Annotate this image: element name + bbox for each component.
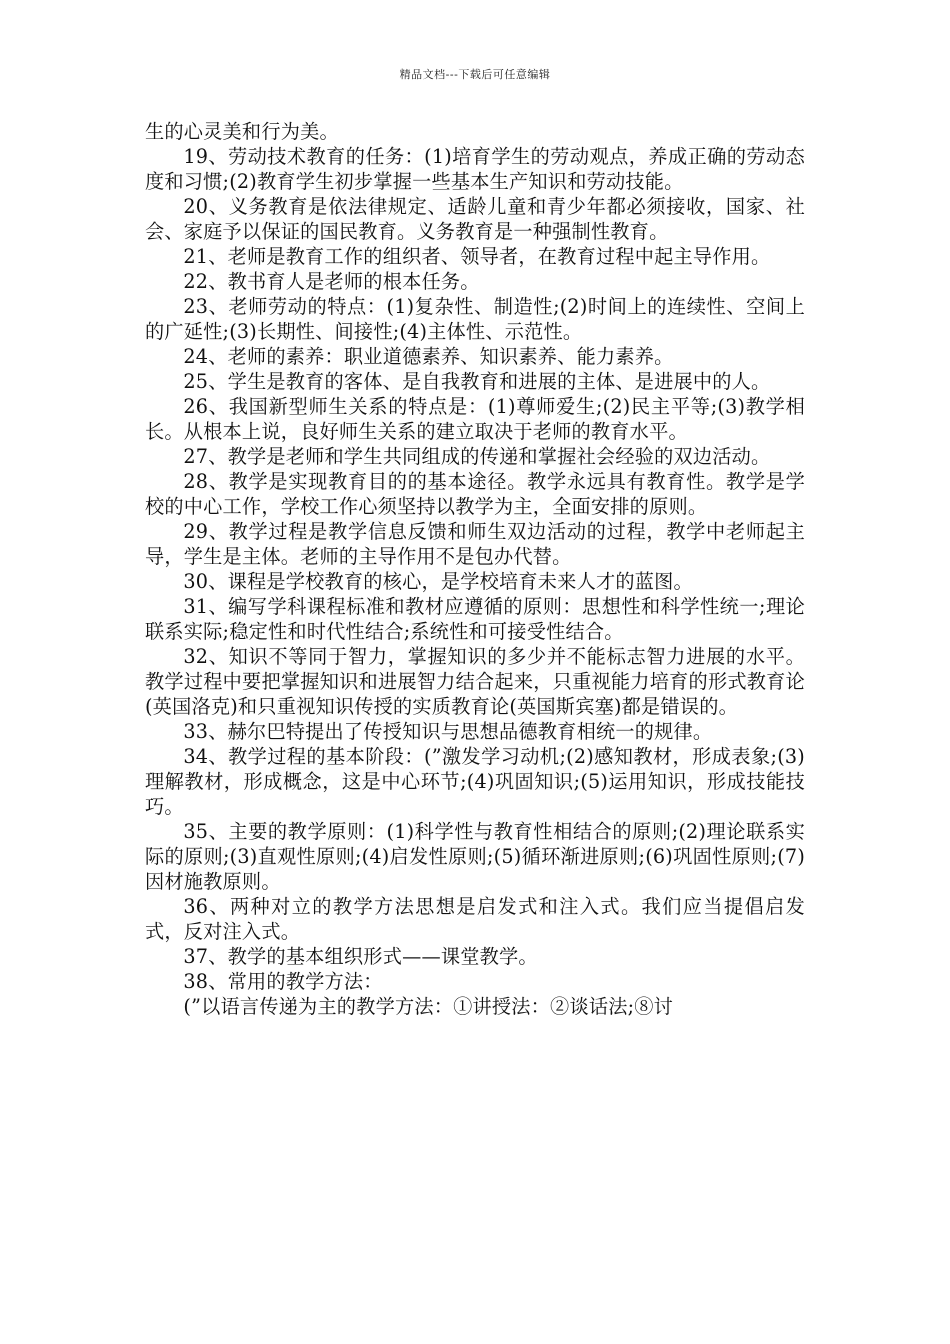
paragraph-26: 26、我国新型师生关系的特点是：(1)尊师爱生;(2)民主平等;(3)教学相长。从根本上说，良好师生关系的建立取决于老师的教育水平。 [145, 395, 805, 443]
paragraph-continuation: 生的心灵美和行为美。 [145, 120, 339, 143]
page-header: 精品文档---下载后可任意编辑 [399, 68, 551, 81]
paragraph-21: 21、老师是教育工作的组织者、领导者，在教育过程中起主导作用。 [183, 245, 771, 268]
paragraph-34: 34、教学过程的基本阶段：(”激发学习动机;(2)感知教材，形成表象;(3)理解教材，形成概念，这是中心环节;(4)巩固知识;(5)运用知识，形成技能技巧。 [145, 745, 805, 818]
paragraph-36: 36、两种对立的教学方法思想是启发式和注入式。我们应当提倡启发式，反对注入式。 [145, 895, 805, 943]
paragraph-24: 24、老师的素养：职业道德素养、知识素养、能力素养。 [183, 345, 674, 368]
paragraph-28: 28、教学是实现教育目的的基本途径。教学永远具有教育性。教学是学校的中心工作，学校工作心须坚持以教学为主，全面安排的原则。 [145, 470, 805, 518]
paragraph-23: 23、老师劳动的特点：(1)复杂性、制造性;(2)时间上的连续性、空间上的广延性;(3)长期性、间接性;(4)主体性、示范性。 [145, 295, 805, 343]
paragraph-30: 30、课程是学校教育的核心，是学校培育未来人才的蓝图。 [183, 570, 693, 593]
paragraph-31: 31、编写学科课程标准和教材应遵循的原则：思想性和科学性统一;理论联系实际;稳定性和时代性结合;系统性和可接受性结合。 [145, 595, 805, 643]
paragraph-33: 33、赫尔巴特提出了传授知识与思想品德教育相统一的规律。 [183, 720, 713, 743]
paragraph-22: 22、教书育人是老师的根本任务。 [183, 270, 480, 293]
paragraph-38: 38、常用的教学方法： [183, 970, 383, 993]
paragraph-25: 25、学生是教育的客体、是自我教育和进展的主体、是进展中的人。 [183, 370, 771, 393]
document-body [145, 119, 805, 1019]
paragraph-19: 19、劳动技术教育的任务：(1)培育学生的劳动观点，养成正确的劳动态度和习惯;(2)教育学生初步掌握一些基本生产知识和劳动技能。 [145, 145, 805, 193]
paragraph-27: 27、教学是老师和学生共同组成的传递和掌握社会经验的双边活动。 [183, 445, 771, 468]
paragraph-37: 37、教学的基本组织形式——课堂教学。 [183, 945, 538, 968]
paragraph-32: 32、知识不等同于智力，掌握知识的多少并不能标志智力进展的水平。教学过程中要把掌握知识和进展智力结合起来，只重视能力培育的形式教育论(英国洛克)和只重视知识传授的实质教育论(英国斯宾塞)都是错误的。 [145, 645, 805, 718]
paragraph-20: 20、义务教育是依法律规定、适龄儿童和青少年都必须接收，国家、社会、家庭予以保证的国民教育。义务教育是一种强制性教育。 [145, 195, 805, 243]
paragraph-29: 29、教学过程是教学信息反馈和师生双边活动的过程，教学中老师起主导，学生是主体。老师的主导作用不是包办代替。 [145, 520, 805, 568]
paragraph-38-sub-1: (”以语言传递为主的教学方法：①讲授法：②谈话法;⑧讨 [183, 995, 674, 1018]
paragraph-35: 35、主要的教学原则：(1)科学性与教育性相结合的原则;(2)理论联系实际的原则;(3)直观性原则;(4)启发性原则;(5)循环渐进原则;(6)巩固性原则;(7)因材施教原则。 [145, 820, 805, 893]
